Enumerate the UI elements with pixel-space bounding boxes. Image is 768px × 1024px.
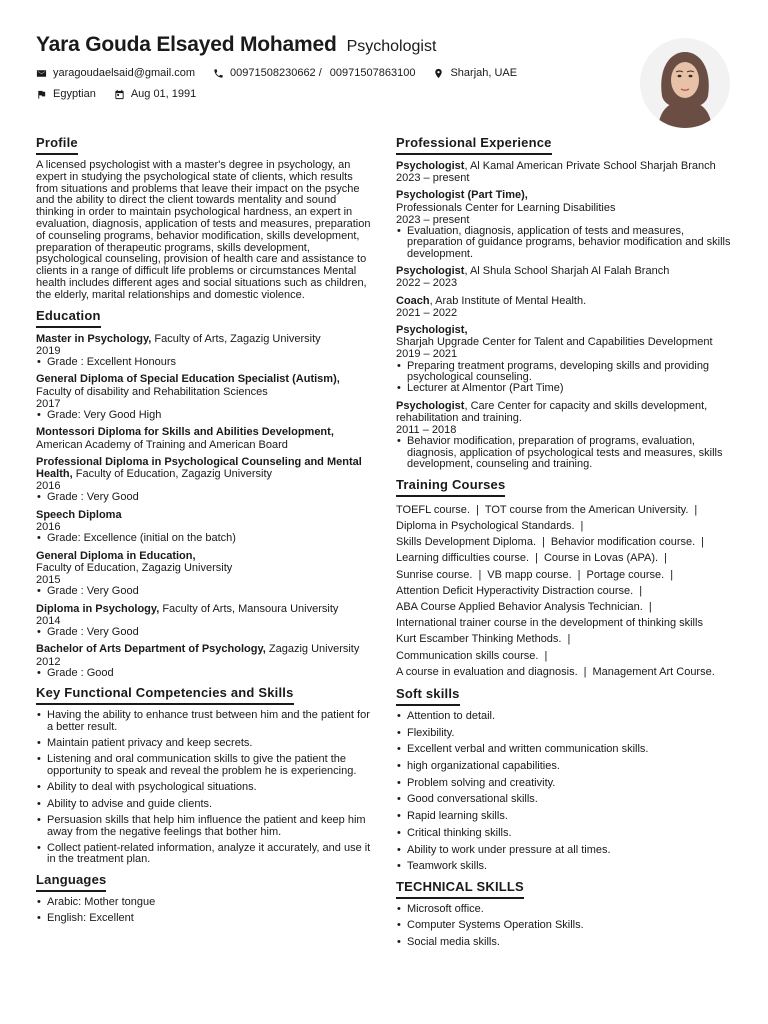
employer: , Care Center for capacity and skills development, rehabilitation and training. bbox=[396, 399, 708, 425]
location-pin-icon bbox=[433, 68, 444, 79]
job-title: Psychologist bbox=[346, 38, 437, 55]
languages-list bbox=[36, 897, 372, 925]
course-separator: | bbox=[544, 649, 548, 662]
course-item: Skills Development Diploma. bbox=[396, 536, 536, 549]
responsibility-item: • Evaluation, diagnosis, application of tests and measures, preparation of guidance programs, behavior modification and skills development. bbox=[396, 226, 736, 260]
phone-icon bbox=[213, 68, 224, 79]
course-separator: | bbox=[648, 600, 652, 613]
contact-row-2 bbox=[36, 87, 636, 101]
responsibility-item: • Lecturer at Almentor (Part Time) bbox=[396, 383, 736, 394]
experience-title-line bbox=[396, 160, 736, 172]
calendar-icon bbox=[114, 89, 125, 100]
graduation-year: 2016 bbox=[36, 480, 61, 493]
technical-skills-section bbox=[396, 879, 736, 949]
course-item: VB mapp course. bbox=[487, 568, 572, 581]
course-item: Attention Deficit Hyperactivity Distraction course. bbox=[396, 584, 634, 597]
location-text: Sharjah, UAE bbox=[450, 67, 518, 79]
email-icon bbox=[36, 68, 47, 79]
course-row bbox=[396, 648, 736, 664]
course-row bbox=[396, 615, 736, 631]
course-item: Kurt Escamber Thinking Methods. bbox=[396, 633, 562, 646]
graduation-year: 2016 bbox=[36, 521, 61, 534]
course-item: TOEFL course. bbox=[396, 503, 470, 516]
responsibility-item: • Behavior modification, preparation of programs, evaluation, diagnosis, application of psychological tests and measures, skills development, counseling and training. bbox=[396, 436, 736, 470]
technical-skill-item: • Social media skills. bbox=[396, 937, 736, 948]
course-row bbox=[396, 599, 736, 615]
grade-item: • Grade: Very Good High bbox=[36, 410, 372, 421]
name-row bbox=[36, 32, 636, 60]
technical-skills-heading: TECHNICAL SKILLS bbox=[396, 879, 524, 899]
employment-dates: 2023 – present bbox=[396, 213, 470, 226]
profile-heading: Profile bbox=[36, 135, 78, 155]
graduation-year: 2012 bbox=[36, 655, 61, 668]
institution: Faculty of Education, Zagazig University bbox=[72, 468, 272, 480]
job-role: Psychologist bbox=[396, 160, 465, 172]
soft-skills-heading: Soft skills bbox=[396, 686, 460, 706]
soft-skills-list bbox=[396, 711, 736, 873]
competency-item: • Ability to deal with psychological situations. bbox=[36, 782, 372, 793]
course-row bbox=[396, 583, 736, 599]
languages-heading: Languages bbox=[36, 872, 106, 892]
birthdate bbox=[114, 87, 196, 101]
employer: , Al Kamal American Private School Sharjah Branch bbox=[464, 160, 716, 172]
education-section bbox=[36, 308, 372, 680]
resume-header bbox=[36, 32, 636, 101]
experience-heading: Professional Experience bbox=[396, 135, 552, 155]
education-entry bbox=[36, 550, 372, 598]
responsibility-list bbox=[396, 226, 736, 260]
graduation-year: 2017 bbox=[36, 397, 61, 410]
employer: Sharjah Upgrade Center for Talent and Capabilities Development bbox=[396, 336, 713, 349]
phone-secondary: 00971507863100 bbox=[329, 67, 416, 79]
experience-entry bbox=[396, 160, 736, 184]
course-item: Behavior modification course. bbox=[550, 536, 696, 549]
full-name: Yara Gouda Elsayed Mohamed bbox=[36, 33, 337, 56]
course-item: ABA Course Applied Behavior Analysis Technician. bbox=[396, 600, 643, 613]
experience-entry bbox=[396, 189, 736, 260]
employment-dates: 2019 – 2021 bbox=[396, 348, 458, 361]
grade-list bbox=[36, 410, 372, 421]
competency-item: • Having the ability to enhance trust between him and the patient for a better result. bbox=[36, 710, 372, 733]
degree-title: General Diploma of Special Education Specialist (Autism), bbox=[36, 373, 340, 386]
course-separator: | bbox=[478, 568, 482, 581]
course-row bbox=[396, 631, 736, 647]
course-item: Learning difficulties course. bbox=[396, 552, 530, 565]
course-item: TOT course from the American University. bbox=[484, 503, 689, 516]
course-separator: | bbox=[535, 552, 538, 565]
phone-contact[interactable] bbox=[213, 66, 415, 80]
email-text: yaragoudaelsaid@gmail.com bbox=[53, 67, 196, 79]
course-separator: | bbox=[701, 536, 705, 549]
competency-item: • Ability to advise and guide clients. bbox=[36, 799, 372, 810]
education-title-line bbox=[36, 603, 372, 615]
course-separator: | bbox=[475, 503, 479, 516]
experience-entry bbox=[396, 265, 736, 289]
grade-list bbox=[36, 533, 372, 544]
graduation-year: 2014 bbox=[36, 614, 61, 627]
course-row bbox=[396, 567, 736, 583]
education-title-line bbox=[36, 643, 372, 655]
left-column bbox=[36, 135, 372, 931]
course-item: A course in evaluation and diagnosis. bbox=[396, 665, 578, 678]
course-item: Sunrise course. bbox=[396, 568, 473, 581]
education-title-line bbox=[36, 333, 372, 345]
flag-icon bbox=[36, 89, 47, 100]
technical-skills-list bbox=[396, 904, 736, 949]
graduation-year: 2019 bbox=[36, 344, 61, 357]
employment-dates: 2011 – 2018 bbox=[396, 424, 457, 437]
education-title-line bbox=[36, 509, 372, 521]
phone-primary: 00971508230662 / bbox=[230, 67, 322, 79]
technical-skill-item: • Microsoft office. bbox=[396, 904, 736, 915]
competencies-heading: Key Functional Competencies and Skills bbox=[36, 685, 294, 705]
employer: Professionals Center for Learning Disabilities bbox=[396, 201, 616, 214]
course-item: Communication skills course. bbox=[396, 649, 539, 662]
profile-section bbox=[36, 135, 372, 302]
education-entry bbox=[36, 643, 372, 679]
education-entry bbox=[36, 373, 372, 421]
language-item: • Arabic: Mother tongue bbox=[36, 897, 372, 908]
training-heading: Training Courses bbox=[396, 477, 505, 497]
employment-dates: 2022 – 2023 bbox=[396, 277, 458, 290]
education-entry bbox=[36, 333, 372, 369]
course-separator: | bbox=[639, 584, 643, 597]
education-entry bbox=[36, 426, 372, 450]
institution: Zagazig University bbox=[265, 643, 360, 656]
institution: Faculty of Arts, Zagazig University bbox=[151, 332, 321, 345]
nationality-text: Egyptian bbox=[53, 88, 96, 100]
soft-skills-section bbox=[396, 686, 736, 873]
degree-title: Montessori Diploma for Skills and Abilities Development, bbox=[36, 426, 334, 439]
course-separator: | bbox=[694, 503, 698, 516]
employment-dates: 2023 – present bbox=[396, 172, 470, 185]
soft-skill-item: • Excellent verbal and written communication skills. bbox=[396, 744, 736, 755]
course-separator: | bbox=[580, 519, 584, 532]
degree-title: Professional Diploma in Psychological Counseling and Mental Health, bbox=[36, 455, 362, 480]
contact-row-1 bbox=[36, 66, 636, 80]
grade-item: • Grade : Very Good bbox=[36, 586, 372, 597]
grade-item: • Grade: Excellence (initial on the batch) bbox=[36, 533, 372, 544]
competency-item: • Listening and oral communication skills to give the patient the opportunity to speak and reveal the problem he is experiencing. bbox=[36, 754, 372, 777]
soft-skill-item: • Good conversational skills. bbox=[396, 794, 736, 805]
grade-item: • Grade : Good bbox=[36, 668, 372, 679]
job-role: Psychologist, bbox=[396, 324, 468, 337]
experience-title-line bbox=[396, 324, 736, 336]
soft-skill-item: • high organizational capabilities. bbox=[396, 761, 736, 772]
institution: Faculty of Arts, Mansoura University bbox=[159, 602, 339, 615]
grade-list bbox=[36, 627, 372, 638]
degree-title: Master in Psychology, bbox=[36, 332, 152, 345]
degree-title: Bachelor of Arts Department of Psychology, bbox=[36, 643, 266, 656]
education-heading: Education bbox=[36, 308, 101, 328]
soft-skill-item: • Attention to detail. bbox=[396, 711, 736, 722]
languages-section bbox=[36, 872, 372, 925]
degree-title: General Diploma in Education, bbox=[36, 549, 196, 562]
job-role: Psychologist bbox=[396, 399, 465, 412]
course-row bbox=[396, 518, 736, 534]
course-row bbox=[396, 502, 736, 518]
institution: Faculty of Education, Zagazig University bbox=[36, 561, 233, 574]
experience-entry bbox=[396, 295, 736, 319]
profile-photo bbox=[640, 38, 730, 128]
employer: , Al Shula School Sharjah Al Falah Branch bbox=[464, 265, 670, 278]
training-section bbox=[396, 477, 736, 680]
soft-skill-item: • Teamwork skills. bbox=[396, 861, 736, 872]
education-title-line bbox=[36, 456, 372, 480]
education-entry bbox=[36, 509, 372, 545]
soft-skill-item: • Flexibility. bbox=[396, 728, 736, 739]
responsibility-list bbox=[396, 436, 736, 470]
experience-section bbox=[396, 135, 736, 471]
soft-skill-item: • Rapid learning skills. bbox=[396, 811, 736, 822]
soft-skill-item: • Problem solving and creativity. bbox=[396, 778, 736, 789]
grade-item: • Grade : Very Good bbox=[36, 492, 372, 503]
location-contact bbox=[433, 66, 517, 80]
soft-skill-item: • Ability to work under pressure at all times. bbox=[396, 845, 736, 856]
competencies-list bbox=[36, 710, 372, 865]
course-item: International trainer course in the development of thinking skills bbox=[396, 617, 703, 630]
responsibility-list bbox=[396, 361, 736, 395]
degree-title: Speech Diploma bbox=[36, 508, 122, 521]
institution: American Academy of Training and American Board bbox=[36, 438, 288, 451]
language-item: • English: Excellent bbox=[36, 913, 372, 924]
experience-entry bbox=[396, 324, 736, 395]
grade-list bbox=[36, 668, 372, 679]
competencies-section bbox=[36, 685, 372, 865]
experience-title-line bbox=[396, 265, 736, 277]
course-item: Portage course. bbox=[586, 568, 665, 581]
grade-item: • Grade : Very Good bbox=[36, 627, 372, 638]
course-item: Management Art Course. bbox=[592, 665, 715, 678]
course-item: Diploma in Psychological Standards. bbox=[396, 519, 575, 532]
course-item: Course in Lovas (APA). bbox=[543, 552, 659, 565]
course-row bbox=[396, 534, 736, 550]
employment-dates: 2021 – 2022 bbox=[396, 306, 458, 319]
nationality bbox=[36, 87, 96, 101]
course-separator: | bbox=[670, 568, 674, 581]
grade-list bbox=[36, 492, 372, 503]
education-entry bbox=[36, 456, 372, 504]
degree-title: Diploma in Psychology, bbox=[36, 602, 160, 615]
course-separator: | bbox=[567, 633, 571, 646]
education-title-line bbox=[36, 373, 372, 385]
job-role: Psychologist bbox=[396, 265, 465, 278]
technical-skill-item: • Computer Systems Operation Skills. bbox=[396, 920, 736, 931]
right-column bbox=[396, 135, 736, 954]
competency-item: • Persuasion skills that help him influence the patient and keep him away from the negative feelings that bother him. bbox=[36, 815, 372, 838]
course-row bbox=[396, 550, 736, 566]
education-title-line bbox=[36, 550, 372, 562]
course-separator: | bbox=[577, 568, 581, 581]
competency-item: • Maintain patient privacy and keep secrets. bbox=[36, 738, 372, 749]
experience-entry bbox=[396, 400, 736, 471]
course-separator: | bbox=[542, 536, 545, 549]
employer: , Arab Institute of Mental Health. bbox=[429, 294, 587, 307]
graduation-year: 2015 bbox=[36, 574, 61, 587]
email-contact[interactable] bbox=[36, 66, 195, 80]
course-separator: | bbox=[583, 665, 587, 678]
experience-list bbox=[396, 160, 736, 471]
education-list bbox=[36, 333, 372, 680]
grade-list bbox=[36, 586, 372, 597]
grade-list bbox=[36, 357, 372, 368]
grade-item: • Grade : Excellent Honours bbox=[36, 357, 372, 368]
education-entry bbox=[36, 603, 372, 639]
experience-title-line bbox=[396, 400, 736, 424]
experience-title-line bbox=[396, 189, 736, 201]
profile-text: A licensed psychologist with a master's degree in psychology, an expert in studying the psychological state of clients, which results from situations and problems that leave their impact on the psyche and the ability to direct the client towards mentality and sound thinking in order to maintain psychological hardness, an expert in evaluation, diagnosis, application of tests and measures, preparation of counseling programs, behavior modification, skills development, preparation of therapeutic programs, skills development, psychological counseling, provision of health care and assistance to clients in a range of difficult life problems or circumstances Mental health includes different ages and social situations such as children, the elderly, marital relationships and domestic violence. bbox=[36, 159, 371, 301]
experience-title-line bbox=[396, 295, 736, 307]
job-role: Psychologist (Part Time), bbox=[396, 189, 528, 202]
birthdate-text: Aug 01, 1991 bbox=[130, 88, 197, 100]
course-separator: | bbox=[664, 552, 667, 565]
institution: Faculty of disability and Rehabilitation Sciences bbox=[36, 385, 268, 398]
training-courses-list bbox=[396, 502, 736, 680]
competency-item: • Collect patient-related information, analyze it accurately, and use it in the treatment plan. bbox=[36, 843, 372, 866]
job-role: Coach bbox=[396, 294, 430, 307]
course-row bbox=[396, 664, 736, 680]
education-title-line bbox=[36, 426, 372, 438]
soft-skill-item: • Critical thinking skills. bbox=[396, 828, 736, 839]
responsibility-item: • Preparing treatment programs, developing skills and providing psychological counseling. bbox=[396, 361, 736, 384]
